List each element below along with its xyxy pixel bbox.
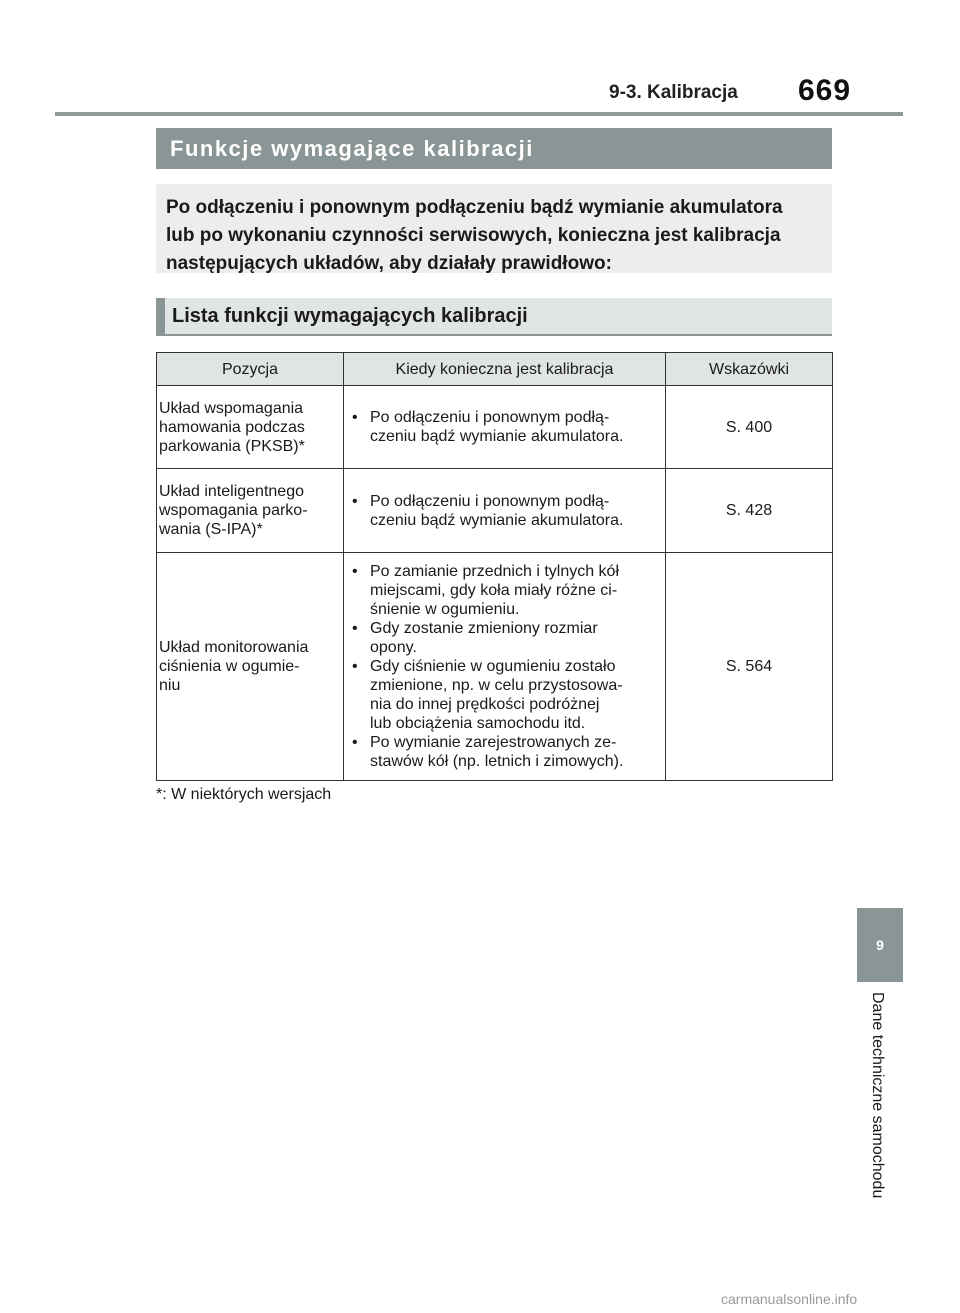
section-title: Funkcje wymagające kalibracji <box>156 128 832 169</box>
intro-box <box>156 184 832 273</box>
column-header-condition: Kiedy konieczna jest kalibracja <box>344 353 666 386</box>
intro-line: następujących układów, aby działały prawidłowo: <box>166 253 612 274</box>
reference-cell: S. 400 <box>666 386 833 469</box>
condition-item: • Po odłączeniu i ponownym podłą- czeniu bądź wymianie akumulatora. <box>350 492 662 530</box>
position-line: wania (S-IPA)* <box>159 521 263 538</box>
condition-cell <box>344 469 666 553</box>
header-divider <box>55 112 903 116</box>
condition-item: • Gdy ciśnienie w ogumieniu zostało zmienione, np. w celu przystosowa- nia do innej prędkości podróżnej lub obciążenia samochodu itd. <box>350 657 662 733</box>
position-line: Układ wspomagania <box>159 399 304 417</box>
condition-cell <box>344 553 666 781</box>
position-line: ciśnienia w ogumie- <box>159 658 300 675</box>
condition-item: • Gdy zostanie zmieniony rozmiar opony. <box>350 619 662 657</box>
position-cell <box>157 386 344 469</box>
column-header-reference: Wskazówki <box>666 353 833 386</box>
condition-item: • Po wymianie zarejestrowanych ze- stawów kół (np. letnich i zimowych). <box>350 733 662 771</box>
condition-list <box>350 492 662 530</box>
position-cell <box>157 469 344 553</box>
condition-list <box>350 562 662 771</box>
section-header: 9-3. Kalibracja <box>609 82 738 103</box>
intro-line: Po odłączeniu i ponownym podłączeniu bądź wymianie akumulatora <box>166 197 783 218</box>
column-header-position: Pozycja <box>157 353 344 386</box>
condition-item: • Po zamianie przednich i tylnych kół miejscami, gdy koła miały różne ci- śnienie w ogumieniu. <box>350 562 662 619</box>
position-cell <box>157 553 344 781</box>
watermark: carmanualsonline.info <box>721 1291 858 1307</box>
reference-cell: S. 564 <box>666 553 833 781</box>
calibration-table <box>156 352 833 781</box>
table-row <box>157 553 833 781</box>
position-line: Układ inteligentnego <box>159 483 304 500</box>
intro-line: lub po wykonaniu czynności serwisowych, konieczna jest kalibracja <box>166 225 781 246</box>
chapter-label: Dane techniczne samochodu <box>869 992 886 1199</box>
table-row <box>157 386 833 469</box>
page-number: 669 <box>798 74 852 107</box>
reference-cell: S. 428 <box>666 469 833 553</box>
condition-list <box>350 408 662 446</box>
condition-item: • Po odłączeniu i ponownym podłą- czeniu bądź wymianie akumulatora. <box>350 408 662 446</box>
chapter-tab: 9 <box>857 908 903 982</box>
position-line: wspomagania parko- <box>159 502 308 519</box>
footnote: *: W niektórych wersjach <box>156 786 332 803</box>
position-line: hamowania podczas <box>159 418 305 436</box>
position-line: niu <box>159 677 181 694</box>
position-line: parkowania (PKSB)* <box>159 437 305 455</box>
table-row <box>157 469 833 553</box>
condition-cell <box>344 386 666 469</box>
list-subtitle: Lista funkcji wymagających kalibracji <box>156 298 832 336</box>
position-line: Układ monitorowania <box>159 639 309 656</box>
table-header-row <box>157 353 833 386</box>
